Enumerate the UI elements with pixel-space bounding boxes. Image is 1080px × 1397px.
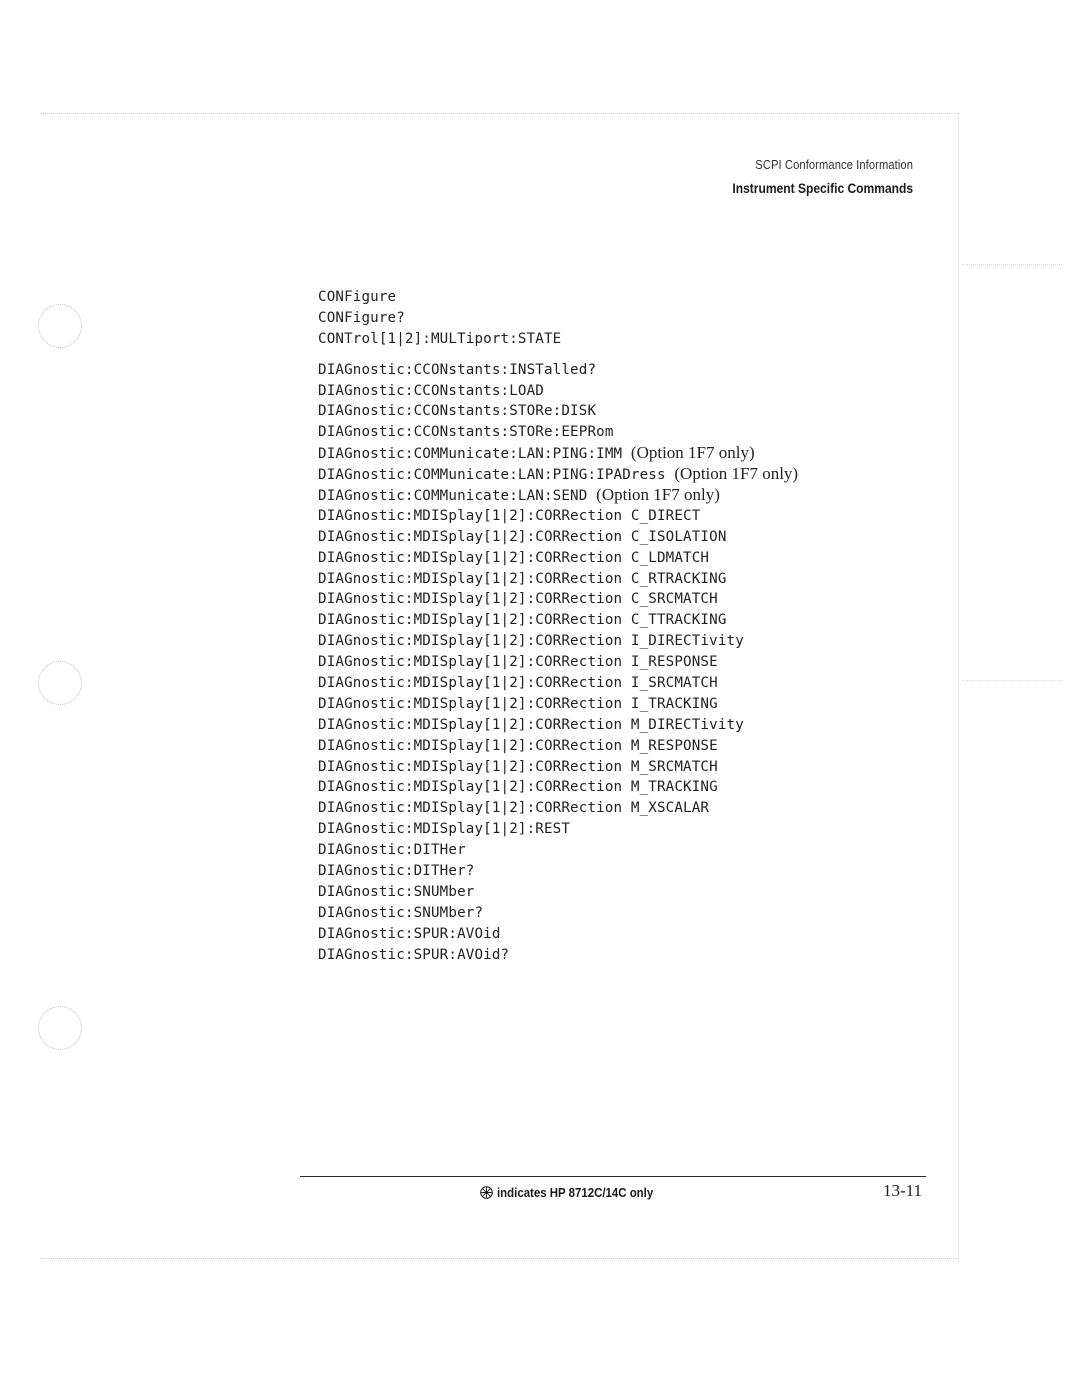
- command-line: [318, 945, 918, 966]
- group-separator: [318, 350, 918, 360]
- command-list: [318, 287, 918, 966]
- command-line: [318, 903, 918, 924]
- section-label: SCPI Conformance Information: [755, 157, 913, 172]
- command-line: [318, 527, 918, 548]
- command-text: DIAGnostic:DITHer: [318, 842, 466, 859]
- command-line: [318, 308, 918, 329]
- command-text: DIAGnostic:MDISplay[1|2]:CORRection M_DIRECTivity: [318, 716, 744, 733]
- command-text: DIAGnostic:MDISplay[1|2]:CORRection I_TRACKING: [318, 695, 718, 712]
- page-number: 13-11: [882, 1181, 922, 1200]
- command-line: [318, 506, 918, 527]
- command-line: [318, 882, 918, 903]
- command-line: [318, 861, 918, 882]
- command-line: [318, 485, 918, 506]
- command-line: [318, 422, 918, 443]
- command-text: DIAGnostic:MDISplay[1|2]:CORRection M_TRACKING: [318, 779, 718, 796]
- command-text: DIAGnostic:SPUR:AVOid?: [318, 946, 510, 963]
- command-line: [318, 443, 918, 464]
- option-note: (Option 1F7 only): [596, 485, 720, 505]
- command-line: [318, 652, 918, 673]
- command-text: DIAGnostic:SNUMber: [318, 883, 475, 900]
- command-line: [318, 798, 918, 819]
- command-line: [318, 819, 918, 840]
- command-line: [318, 715, 918, 736]
- command-text: DIAGnostic:MDISplay[1|2]:CORRection M_XSCALAR: [318, 800, 710, 817]
- scan-top-edge: [40, 113, 958, 114]
- option-note: (Option 1F7 only): [630, 443, 755, 463]
- command-line: [318, 631, 918, 652]
- command-text: DIAGnostic:MDISplay[1|2]:CORRection C_LDMATCH: [318, 549, 710, 566]
- command-line: [318, 589, 918, 610]
- footer-note-text: indicates HP 8712C/14C only: [497, 1185, 654, 1200]
- binder-hole: [38, 1006, 82, 1050]
- command-line: [318, 329, 918, 350]
- command-line: [318, 569, 918, 590]
- command-text: DIAGnostic:MDISplay[1|2]:CORRection C_DIRECT: [318, 507, 701, 524]
- command-line: [318, 673, 918, 694]
- command-text: DIAGnostic:MDISplay[1|2]:CORRection C_TTRACKING: [318, 612, 727, 629]
- command-text: DIAGnostic:MDISplay[1|2]:REST: [318, 821, 571, 838]
- command-line: [318, 924, 918, 945]
- command-line: [318, 381, 918, 402]
- command-text: DIAGnostic:MDISplay[1|2]:CORRection C_ISOLATION: [318, 528, 727, 545]
- hp-8712c-14c-symbol-icon: [480, 1186, 493, 1199]
- command-text: CONFigure?: [318, 309, 405, 326]
- command-line: [318, 736, 918, 757]
- binder-hole: [38, 304, 82, 348]
- option-note: (Option 1F7 only): [674, 464, 799, 484]
- command-line: [318, 360, 918, 381]
- command-text: DIAGnostic:MDISplay[1|2]:CORRection I_DIRECTivity: [318, 633, 744, 650]
- command-text: CONTrol[1|2]:MULTiport:STATE: [318, 330, 562, 347]
- command-line: [318, 464, 918, 485]
- command-text: DIAGnostic:COMMunicate:LAN:PING:IMM: [318, 446, 623, 463]
- command-text: DIAGnostic:COMMunicate:LAN:SEND: [318, 488, 588, 505]
- command-line: [318, 777, 918, 798]
- footer-rule: [300, 1176, 926, 1177]
- scan-bottom-edge: [40, 1258, 958, 1259]
- command-text: DIAGnostic:CCONstants:STORe:DISK: [318, 403, 597, 420]
- command-text: DIAGnostic:CCONstants:INSTalled?: [318, 361, 597, 378]
- command-text: DIAGnostic:SPUR:AVOid: [318, 925, 501, 942]
- command-line: [318, 287, 918, 308]
- command-line: [318, 840, 918, 861]
- command-line: [318, 757, 918, 778]
- command-text: DIAGnostic:SNUMber?: [318, 904, 484, 921]
- command-line: [318, 548, 918, 569]
- command-text: DIAGnostic:DITHer?: [318, 863, 475, 880]
- command-text: DIAGnostic:MDISplay[1|2]:CORRection M_RESPONSE: [318, 737, 718, 754]
- command-text: DIAGnostic:MDISplay[1|2]:CORRection C_RTRACKING: [318, 570, 727, 587]
- page-tab-mark: [962, 264, 1062, 265]
- page-tab-mark: [962, 680, 1062, 681]
- footer-note: [480, 1185, 675, 1200]
- scan-right-edge: [958, 113, 959, 1263]
- command-text: DIAGnostic:COMMunicate:LAN:PING:IPADress: [318, 467, 666, 484]
- command-line: [318, 610, 918, 631]
- binder-hole: [38, 661, 82, 705]
- command-text: DIAGnostic:CCONstants:STORe:EEPRom: [318, 424, 614, 441]
- chapter-title: Instrument Specific Commands: [732, 180, 913, 196]
- running-header: [703, 156, 913, 197]
- command-line: [318, 694, 918, 715]
- command-line: [318, 401, 918, 422]
- command-text: DIAGnostic:CCONstants:LOAD: [318, 382, 544, 399]
- command-text: DIAGnostic:MDISplay[1|2]:CORRection I_SRCMATCH: [318, 675, 718, 692]
- command-text: DIAGnostic:MDISplay[1|2]:CORRection C_SRCMATCH: [318, 591, 718, 608]
- command-text: CONFigure: [318, 289, 397, 305]
- command-text: DIAGnostic:MDISplay[1|2]:CORRection M_SRCMATCH: [318, 758, 718, 775]
- command-text: DIAGnostic:MDISplay[1|2]:CORRection I_RESPONSE: [318, 654, 718, 671]
